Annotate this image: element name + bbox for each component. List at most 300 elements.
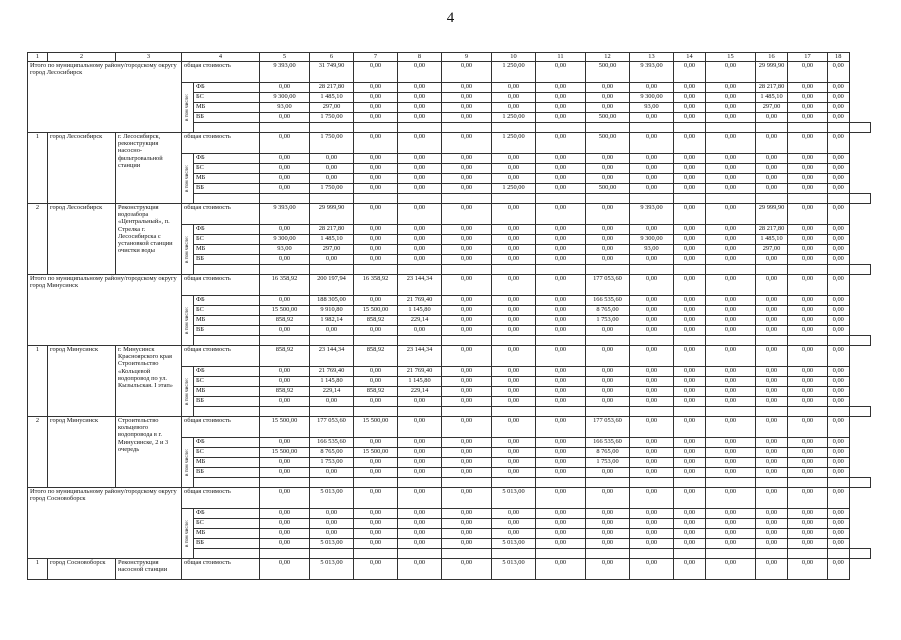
funding-value: 0,00 [260, 539, 310, 549]
empty-cell [674, 478, 706, 488]
funding-value: 0,00 [492, 83, 536, 93]
funding-value: 0,00 [536, 154, 586, 164]
funding-value: 0,00 [788, 519, 828, 529]
funding-source-code: БС [194, 235, 260, 245]
funding-value: 0,00 [260, 326, 310, 336]
empty-cell [630, 194, 674, 204]
empty-cell [260, 265, 310, 275]
funding-source-code: МБ [194, 387, 260, 397]
empty-cell [586, 478, 630, 488]
funding-value: 0,00 [706, 397, 756, 407]
total-value: 0,00 [536, 62, 586, 83]
empty-cell [442, 478, 492, 488]
total-cost-label: общая стоимость [182, 417, 260, 438]
funding-value: 0,00 [310, 397, 354, 407]
total-value: 29 999,90 [756, 204, 788, 225]
funding-value: 0,00 [442, 245, 492, 255]
funding-value: 9 300,00 [630, 93, 674, 103]
total-value: 0,00 [492, 204, 536, 225]
funding-value: 0,00 [706, 539, 756, 549]
funding-value: 0,00 [442, 367, 492, 377]
funding-value: 0,00 [828, 519, 850, 529]
total-value: 0,00 [260, 488, 310, 509]
page-number: 4 [446, 10, 455, 26]
column-number: 2 [48, 53, 116, 62]
funding-value: 0,00 [398, 93, 442, 103]
funding-value: 0,00 [828, 316, 850, 326]
column-number: 4 [182, 53, 260, 62]
funding-value: 0,00 [756, 448, 788, 458]
funding-value: 0,00 [674, 154, 706, 164]
empty-cell [630, 265, 674, 275]
funding-value: 0,00 [310, 519, 354, 529]
empty-cell [260, 336, 310, 346]
funding-value: 21 769,40 [310, 367, 354, 377]
column-number: 3 [116, 53, 182, 62]
column-number: 12 [586, 53, 630, 62]
including-label-cell [182, 154, 194, 204]
total-value: 0,00 [586, 204, 630, 225]
total-value: 0,00 [354, 204, 398, 225]
empty-cell [630, 407, 674, 417]
funding-value: 0,00 [398, 397, 442, 407]
funding-value: 229,14 [398, 316, 442, 326]
empty-cell [828, 336, 850, 346]
funding-value: 0,00 [442, 164, 492, 174]
including-label-cell [182, 438, 194, 488]
empty-cell [442, 194, 492, 204]
funding-value: 0,00 [492, 326, 536, 336]
funding-value: 1 145,80 [310, 377, 354, 387]
funding-value: 0,00 [756, 316, 788, 326]
including-label: в том числе: [183, 93, 190, 122]
funding-value: 0,00 [828, 164, 850, 174]
empty-cell [674, 549, 706, 559]
empty-cell [536, 407, 586, 417]
funding-value: 0,00 [354, 164, 398, 174]
funding-value: 0,00 [706, 529, 756, 539]
funding-source-code: ВБ [194, 184, 260, 194]
funding-value: 0,00 [492, 509, 536, 519]
funding-value: 1 982,14 [310, 316, 354, 326]
funding-value: 0,00 [788, 326, 828, 336]
empty-cell [398, 123, 442, 133]
funding-value: 0,00 [442, 529, 492, 539]
empty-cell [828, 194, 850, 204]
total-value: 0,00 [442, 417, 492, 438]
total-value: 0,00 [492, 275, 536, 296]
empty-cell [354, 549, 398, 559]
empty-cell [260, 549, 310, 559]
funding-value: 15 500,00 [354, 448, 398, 458]
empty-cell [788, 407, 828, 417]
total-value: 15 500,00 [260, 417, 310, 438]
funding-value: 0,00 [630, 174, 674, 184]
total-value: 0,00 [756, 488, 788, 509]
funding-value: 0,00 [442, 468, 492, 478]
funding-value: 0,00 [788, 255, 828, 265]
total-value: 0,00 [828, 559, 850, 580]
funding-value: 0,00 [788, 93, 828, 103]
funding-value: 1 750,00 [310, 184, 354, 194]
item-city: город Лесосибирск [48, 133, 116, 204]
empty-cell [849, 194, 871, 204]
funding-value: 0,00 [354, 245, 398, 255]
funding-value: 0,00 [828, 225, 850, 235]
funding-value: 0,00 [398, 468, 442, 478]
empty-cell [492, 549, 536, 559]
funding-source-code: МБ [194, 458, 260, 468]
including-label: в том числе: [183, 306, 190, 335]
item-city: город Лесосибирск [48, 204, 116, 275]
total-value: 0,00 [706, 204, 756, 225]
empty-cell [756, 265, 788, 275]
item-object: г. Минусинск Красноярского края Строительство «Кольцевой водопровод по ул. Кызыльская. I этап» [116, 346, 182, 417]
funding-source-code: ФБ [194, 438, 260, 448]
empty-cell [260, 194, 310, 204]
item-city: город Минусинск [48, 346, 116, 417]
funding-value: 0,00 [354, 326, 398, 336]
total-value: 9 393,00 [630, 62, 674, 83]
funding-value: 858,92 [354, 316, 398, 326]
empty-cell [354, 265, 398, 275]
total-value: 0,00 [756, 275, 788, 296]
funding-value: 0,00 [788, 296, 828, 306]
funding-value: 0,00 [586, 103, 630, 113]
empty-cell [442, 123, 492, 133]
total-value: 0,00 [788, 275, 828, 296]
total-value: 0,00 [706, 62, 756, 83]
funding-value: 0,00 [674, 539, 706, 549]
funding-value: 0,00 [788, 113, 828, 123]
funding-value: 0,00 [756, 377, 788, 387]
funding-value: 0,00 [828, 458, 850, 468]
funding-source-code: ВБ [194, 326, 260, 336]
column-number: 10 [492, 53, 536, 62]
empty-cell [674, 336, 706, 346]
funding-source-code: БС [194, 93, 260, 103]
funding-value: 0,00 [492, 458, 536, 468]
total-value: 858,92 [260, 346, 310, 367]
funding-value: 0,00 [536, 184, 586, 194]
funding-value: 8 765,00 [310, 448, 354, 458]
funding-value: 0,00 [756, 519, 788, 529]
funding-value: 0,00 [354, 539, 398, 549]
funding-value: 0,00 [492, 245, 536, 255]
total-value: 0,00 [586, 559, 630, 580]
empty-cell [630, 336, 674, 346]
funding-value: 0,00 [536, 519, 586, 529]
funding-value: 0,00 [788, 235, 828, 245]
total-value: 0,00 [706, 417, 756, 438]
block-total-row [28, 275, 871, 296]
funding-value: 0,00 [828, 113, 850, 123]
empty-cell [828, 478, 850, 488]
funding-source-code: ФБ [194, 83, 260, 93]
funding-value: 0,00 [492, 296, 536, 306]
funding-value: 297,00 [310, 245, 354, 255]
item-object: г. Лесосибирск, реконструкция насосно-фильтровальной станции [116, 133, 182, 204]
total-cost-label: общая стоимость [182, 559, 260, 580]
empty-cell [706, 407, 756, 417]
funding-value: 1 485,10 [756, 93, 788, 103]
total-value: 0,00 [674, 133, 706, 154]
funding-value: 0,00 [536, 306, 586, 316]
funding-value: 0,00 [536, 438, 586, 448]
funding-value: 0,00 [492, 235, 536, 245]
funding-value: 0,00 [354, 103, 398, 113]
empty-cell [706, 123, 756, 133]
total-value: 0,00 [442, 62, 492, 83]
funding-value: 0,00 [630, 296, 674, 306]
empty-cell [828, 549, 850, 559]
empty-cell [194, 336, 260, 346]
total-value: 858,92 [354, 346, 398, 367]
total-value: 0,00 [398, 559, 442, 580]
funding-value: 0,00 [630, 316, 674, 326]
empty-cell [354, 407, 398, 417]
total-value: 0,00 [492, 417, 536, 438]
empty-cell [586, 194, 630, 204]
funding-value: 0,00 [674, 326, 706, 336]
funding-value: 0,00 [756, 154, 788, 164]
funding-value: 0,00 [706, 164, 756, 174]
funding-value: 0,00 [536, 377, 586, 387]
total-value: 0,00 [828, 417, 850, 438]
item-number: 1 [28, 559, 48, 580]
funding-value: 0,00 [442, 235, 492, 245]
total-value: 0,00 [398, 133, 442, 154]
funding-value: 0,00 [674, 113, 706, 123]
total-value: 9 393,00 [260, 62, 310, 83]
funding-value: 28 217,80 [310, 83, 354, 93]
funding-value: 93,00 [630, 245, 674, 255]
funding-value: 0,00 [674, 235, 706, 245]
funding-value: 0,00 [398, 245, 442, 255]
funding-value: 0,00 [674, 519, 706, 529]
funding-value: 0,00 [706, 174, 756, 184]
funding-value: 0,00 [586, 154, 630, 164]
funding-value: 0,00 [442, 519, 492, 529]
funding-value: 0,00 [260, 529, 310, 539]
funding-value: 0,00 [354, 296, 398, 306]
funding-value: 0,00 [788, 154, 828, 164]
empty-cell [630, 549, 674, 559]
funding-value: 0,00 [756, 113, 788, 123]
funding-value: 93,00 [260, 103, 310, 113]
total-value: 1 250,00 [492, 133, 536, 154]
total-cost-label: общая стоимость [182, 133, 260, 154]
funding-value: 0,00 [442, 174, 492, 184]
funding-value: 0,00 [536, 245, 586, 255]
funding-value: 0,00 [630, 509, 674, 519]
funding-value: 0,00 [706, 387, 756, 397]
funding-value: 1 250,00 [492, 113, 536, 123]
funding-value: 1 753,00 [586, 316, 630, 326]
empty-cell [536, 123, 586, 133]
funding-value: 0,00 [492, 306, 536, 316]
total-value: 0,00 [442, 346, 492, 367]
total-value: 177 053,60 [310, 417, 354, 438]
funding-value: 0,00 [492, 397, 536, 407]
total-value: 0,00 [828, 133, 850, 154]
funding-value: 0,00 [354, 113, 398, 123]
funding-value: 9 300,00 [260, 93, 310, 103]
empty-cell [756, 549, 788, 559]
total-value: 5 013,00 [492, 559, 536, 580]
funding-value: 5 013,00 [492, 539, 536, 549]
funding-value: 0,00 [442, 438, 492, 448]
total-value: 9 393,00 [630, 204, 674, 225]
total-value: 0,00 [442, 275, 492, 296]
total-value: 0,00 [586, 346, 630, 367]
funding-value: 0,00 [706, 83, 756, 93]
total-value: 0,00 [788, 559, 828, 580]
column-number: 5 [260, 53, 310, 62]
funding-value: 0,00 [492, 519, 536, 529]
funding-value: 0,00 [492, 154, 536, 164]
including-label: в том числе: [183, 448, 190, 477]
funding-value: 0,00 [706, 113, 756, 123]
district-total-label: Итого по муниципальному району/городскому округу город Сосновоборск [28, 488, 182, 559]
funding-value: 0,00 [442, 255, 492, 265]
funding-value: 0,00 [586, 377, 630, 387]
empty-cell [398, 478, 442, 488]
funding-value: 0,00 [536, 468, 586, 478]
funding-value: 0,00 [398, 448, 442, 458]
empty-cell [442, 407, 492, 417]
funding-value: 0,00 [398, 458, 442, 468]
funding-value: 0,00 [492, 174, 536, 184]
total-value: 0,00 [442, 133, 492, 154]
total-value: 0,00 [674, 417, 706, 438]
funding-value: 0,00 [260, 113, 310, 123]
funding-value: 15 500,00 [354, 306, 398, 316]
funding-value: 0,00 [536, 164, 586, 174]
funding-value: 0,00 [310, 326, 354, 336]
funding-value: 9 300,00 [260, 235, 310, 245]
funding-value: 0,00 [828, 184, 850, 194]
item-number: 2 [28, 417, 48, 488]
empty-cell [849, 407, 871, 417]
total-value: 500,00 [586, 62, 630, 83]
funding-value: 0,00 [398, 529, 442, 539]
funding-source-code: МБ [194, 103, 260, 113]
funding-value: 0,00 [442, 93, 492, 103]
funding-value: 0,00 [586, 174, 630, 184]
total-value: 29 999,90 [310, 204, 354, 225]
total-value: 0,00 [354, 488, 398, 509]
funding-value: 0,00 [828, 154, 850, 164]
funding-value: 15 500,00 [260, 306, 310, 316]
funding-value: 0,00 [586, 225, 630, 235]
funding-value: 0,00 [630, 164, 674, 174]
funding-value: 0,00 [354, 438, 398, 448]
funding-value: 0,00 [442, 377, 492, 387]
funding-value: 1 753,00 [586, 458, 630, 468]
item-number: 2 [28, 204, 48, 275]
empty-cell [536, 549, 586, 559]
funding-value: 0,00 [788, 367, 828, 377]
funding-value: 0,00 [706, 326, 756, 336]
empty-cell [492, 123, 536, 133]
total-value: 16 358,92 [260, 275, 310, 296]
including-label: в том числе: [183, 235, 190, 264]
funding-value: 0,00 [630, 326, 674, 336]
block-total-row [28, 559, 871, 580]
funding-value: 0,00 [756, 458, 788, 468]
empty-cell [536, 265, 586, 275]
funding-value: 0,00 [788, 377, 828, 387]
funding-value: 0,00 [354, 509, 398, 519]
total-cost-label: общая стоимость [182, 275, 260, 296]
total-value: 1 750,00 [310, 133, 354, 154]
funding-value: 0,00 [354, 377, 398, 387]
empty-cell [828, 407, 850, 417]
funding-source-code: МБ [194, 245, 260, 255]
funding-value: 0,00 [630, 468, 674, 478]
funding-value: 0,00 [788, 184, 828, 194]
total-value: 0,00 [536, 275, 586, 296]
funding-value: 0,00 [674, 367, 706, 377]
empty-cell [788, 265, 828, 275]
block-total-row [28, 346, 871, 367]
funding-value: 8 765,00 [586, 306, 630, 316]
funding-source-code: ФБ [194, 296, 260, 306]
district-total-label: Итого по муниципальному району/городскому округу город Лесосибирск [28, 62, 182, 133]
funding-value: 0,00 [586, 468, 630, 478]
funding-value: 0,00 [706, 468, 756, 478]
empty-cell [706, 549, 756, 559]
funding-value: 1 750,00 [310, 113, 354, 123]
funding-value: 0,00 [260, 367, 310, 377]
total-value: 0,00 [536, 559, 586, 580]
funding-value: 0,00 [706, 103, 756, 113]
funding-value: 0,00 [706, 316, 756, 326]
funding-value: 0,00 [788, 438, 828, 448]
funding-value: 0,00 [354, 529, 398, 539]
item-object: Реконструкция водозабора «Центральный», п. Стрелка г. Лесосибирска с установкой станции очистки воды [116, 204, 182, 275]
funding-value: 0,00 [788, 83, 828, 93]
funding-source-code: ВБ [194, 113, 260, 123]
funding-value: 297,00 [756, 103, 788, 113]
item-number: 1 [28, 346, 48, 417]
total-cost-label: общая стоимость [182, 204, 260, 225]
funding-value: 0,00 [586, 93, 630, 103]
budget-table [27, 52, 871, 580]
funding-value: 0,00 [442, 387, 492, 397]
funding-value: 229,14 [398, 387, 442, 397]
empty-cell [194, 478, 260, 488]
funding-value: 0,00 [586, 245, 630, 255]
funding-value: 0,00 [536, 83, 586, 93]
funding-value: 0,00 [492, 448, 536, 458]
empty-cell [674, 194, 706, 204]
funding-value: 93,00 [630, 103, 674, 113]
funding-value: 0,00 [398, 103, 442, 113]
empty-cell [310, 194, 354, 204]
funding-value: 1 145,80 [398, 306, 442, 316]
empty-cell [706, 194, 756, 204]
total-value: 0,00 [586, 488, 630, 509]
funding-value: 9 910,80 [310, 306, 354, 316]
total-value: 29 999,90 [756, 62, 788, 83]
funding-value: 0,00 [586, 397, 630, 407]
funding-value: 0,00 [788, 397, 828, 407]
funding-source-code: ВБ [194, 397, 260, 407]
funding-value: 0,00 [788, 529, 828, 539]
total-value: 23 144,34 [398, 346, 442, 367]
